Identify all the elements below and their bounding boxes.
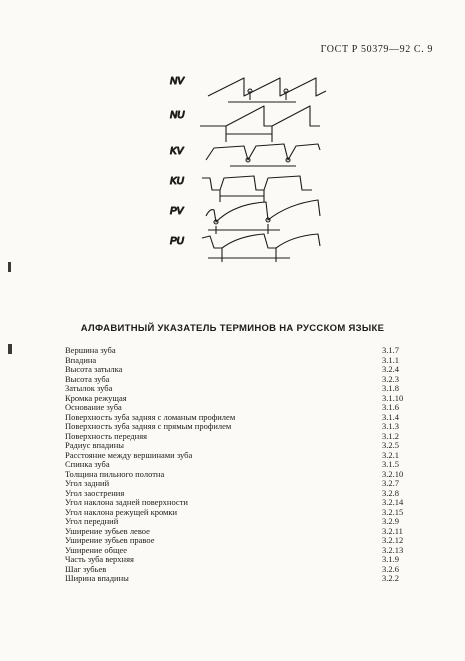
label-kv: KV bbox=[170, 146, 184, 157]
index-ref: 3.2.9 bbox=[382, 516, 399, 526]
index-ref: 3.2.2 bbox=[382, 573, 399, 583]
index-ref: 3.2.11 bbox=[382, 525, 403, 536]
index-ref: 3.2.10 bbox=[382, 468, 404, 479]
index-ref: 3.2.13 bbox=[382, 544, 404, 555]
index-ref: 3.1.6 bbox=[382, 402, 399, 412]
profile-kv bbox=[206, 144, 320, 160]
index-term: Ширина впадины bbox=[65, 573, 129, 583]
tooth-profile-figure bbox=[168, 66, 338, 276]
profile-pu bbox=[202, 234, 320, 248]
index-ref: 3.1.10 bbox=[382, 392, 404, 403]
profile-nu bbox=[200, 106, 320, 126]
index-term: Вершина зуба bbox=[65, 345, 116, 355]
index-term: Поверхность передняя bbox=[65, 430, 148, 441]
index-ref: 3.1.3 bbox=[382, 421, 399, 431]
index-term: Поверхность зуба задняя с ломаным профилем bbox=[65, 411, 236, 422]
index-term: Угол наклона задней поверхности bbox=[65, 497, 188, 507]
index-term: Шаг зубьев bbox=[65, 563, 107, 574]
index-term: Угол заострения bbox=[65, 487, 125, 498]
profile-pv bbox=[206, 200, 320, 222]
index-term: Высота затылка bbox=[65, 364, 123, 374]
index-term: Угол наклона режущей кромки bbox=[65, 506, 178, 517]
profile-ku bbox=[202, 176, 312, 190]
index-ref: 3.2.14 bbox=[382, 497, 404, 507]
index-ref: 3.1.7 bbox=[382, 345, 399, 355]
index-ref: 3.2.5 bbox=[382, 440, 399, 450]
label-pu: PU bbox=[170, 236, 184, 247]
label-ku: KU bbox=[170, 176, 184, 187]
index-entry bbox=[64, 451, 410, 461]
index-entry bbox=[64, 346, 410, 356]
index-entry bbox=[64, 574, 410, 584]
index-ref: 3.1.8 bbox=[382, 383, 399, 393]
index-ref: 3.1.9 bbox=[382, 554, 399, 564]
index-term: Угол передний bbox=[65, 516, 119, 526]
index-ref: 3.1.4 bbox=[382, 411, 399, 422]
index-term: Впадина bbox=[65, 354, 97, 365]
index-entry bbox=[64, 470, 410, 480]
label-nv: NV bbox=[170, 76, 184, 87]
term-index bbox=[64, 346, 410, 584]
index-term: Радиус впадины bbox=[65, 440, 124, 450]
label-pv: PV bbox=[170, 206, 184, 217]
index-ref: 3.1.5 bbox=[382, 459, 399, 469]
index-term: Основание зуба bbox=[65, 402, 122, 412]
index-term: Уширение зубьев правое bbox=[65, 535, 155, 545]
index-term: Часть зуба верхняя bbox=[65, 554, 134, 564]
index-term: Расстояние между вершинами зуба bbox=[65, 449, 193, 460]
index-term: Уширение общее bbox=[65, 544, 128, 555]
index-ref: 3.2.3 bbox=[382, 373, 399, 384]
index-term: Уширение зубьев левое bbox=[65, 525, 150, 536]
page-header: ГОСТ Р 50379—92 С. 9 bbox=[320, 44, 433, 55]
margin-mark bbox=[8, 344, 12, 354]
index-ref: 3.2.6 bbox=[382, 563, 399, 574]
index-title: АЛФАВИТНЫЙ УКАЗАТЕЛЬ ТЕРМИНОВ НА РУССКОМ ЯЗЫКЕ bbox=[80, 323, 385, 334]
label-nu: NU bbox=[170, 110, 185, 121]
index-term: Поверхность зуба задняя с прямым профилем bbox=[65, 421, 232, 431]
margin-mark bbox=[8, 262, 11, 272]
index-term: Толщина пильного полотна bbox=[65, 468, 165, 479]
index-term: Высота зуба bbox=[65, 373, 110, 384]
index-ref: 3.2.7 bbox=[382, 478, 399, 488]
index-term: Спинка зуба bbox=[65, 459, 110, 469]
index-ref: 3.2.8 bbox=[382, 487, 399, 498]
index-ref: 3.1.1 bbox=[382, 354, 399, 365]
index-term: Кромка режущая bbox=[65, 392, 127, 403]
index-entry bbox=[64, 375, 410, 385]
index-ref: 3.2.15 bbox=[382, 506, 404, 517]
index-ref: 3.2.12 bbox=[382, 535, 404, 545]
tooth-profile-diagram bbox=[168, 66, 338, 276]
index-term: Затылок зуба bbox=[65, 383, 113, 393]
index-entry bbox=[64, 365, 410, 375]
index-ref: 3.2.4 bbox=[382, 364, 399, 374]
index-entry bbox=[64, 555, 410, 565]
profile-nv bbox=[208, 78, 326, 96]
index-ref: 3.2.1 bbox=[382, 449, 399, 460]
index-ref: 3.1.2 bbox=[382, 430, 399, 441]
index-term: Угол задний bbox=[65, 478, 110, 488]
